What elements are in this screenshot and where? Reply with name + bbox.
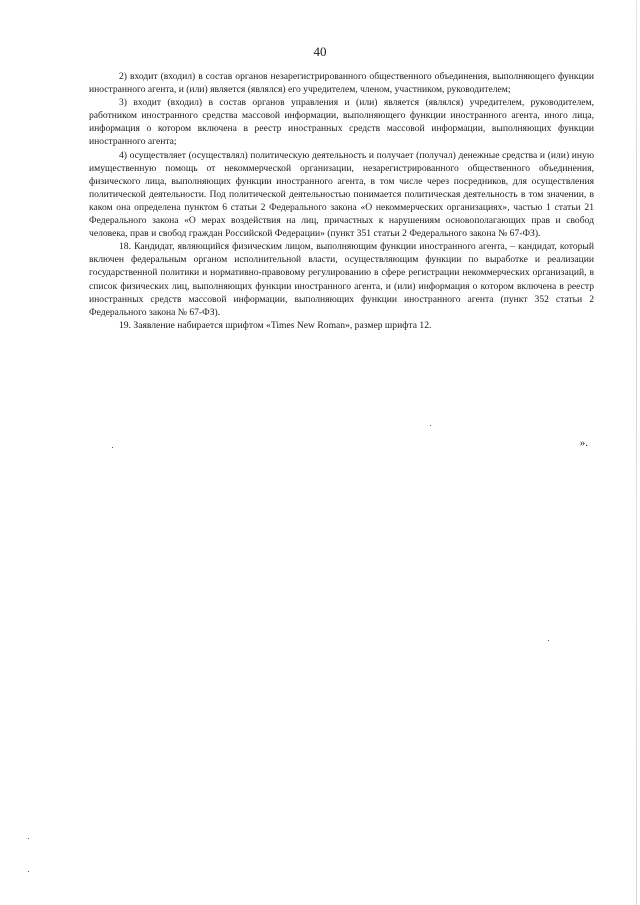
scan-speck <box>430 425 431 426</box>
closing-quote-mark: ». <box>579 437 588 449</box>
scan-speck <box>548 640 549 641</box>
page-number: 40 <box>313 44 327 59</box>
paragraph-item-4: 4) осуществляет (осуществлял) политическую деятельность и получает (получал) денежные средства и (или) иную имущественную помощь от некоммерческой организации, незарегистрированного общественного объединения, физического лица, выполняющих функции иностранного агента, в том числе через посредников, для осуществления политической деятельности. Под политической деятельностью понимается политическая деятельность в том значении, в каком она определена пунктом 6 статьи 2 Федерального закона «О некоммерческих организациях», частью 1 статьи 21 Федерального закона «О мерах воздействия на лиц, причастных к нарушениям основополагающих прав и свобод человека, прав и свобод граждан Российской Федерации» (пункт 351 статьи 2 Федерального закона № 67-ФЗ). <box>89 149 594 240</box>
paragraph-clause-18: 18. Кандидат, являющийся физическим лицом, выполняющим функции иностранного агента, – кандидат, который включен федеральным органом исполнительной власти, осуществляющим функции по выработке и реализации государственной политики и нормативно-правовому регулированию в сфере регистрации некоммерческих организаций, в список физических лиц, выполняющих функции иностранного агента, и (или) информация о котором включена в реестр иностранных средств массовой информации, выполняющих функции иностранного агента (пункт 352 статьи 2 Федерального закона № 67-ФЗ). <box>89 241 594 318</box>
scan-speck <box>28 871 29 872</box>
paragraph-item-2: 2) входит (входил) в состав органов незарегистрированного общественного объединения, выполняющего функции иностранного агента, и (или) является (являлся) его учредителем, членом, участником, руководителем; <box>89 71 594 96</box>
scan-speck <box>28 838 29 839</box>
scan-edge-line <box>636 0 637 905</box>
scan-speck <box>112 447 113 448</box>
document-body <box>89 70 594 332</box>
paragraph-item-3: 3) входит (входил) в состав органов управления и (или) является (являлся) учредителем, руководителем, работником иностранного средства массовой информации, выполняющего функции иностранного агента, иного лица, информация о котором включена в реестр иностранных средств массовой информации, выполняющих функции иностранного агента; <box>89 97 594 148</box>
paragraph-clause-19: 19. Заявление набирается шрифтом «Times New Roman», размер шрифта 12. <box>119 319 432 331</box>
